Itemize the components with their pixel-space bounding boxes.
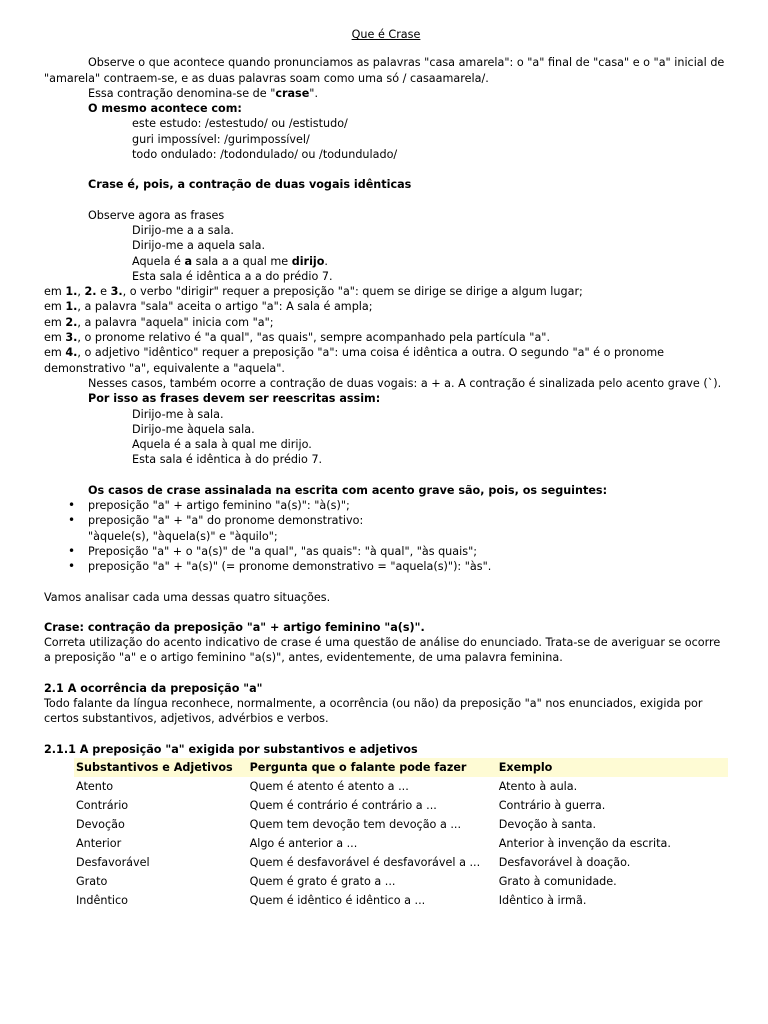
text-span: , a palavra "aquela" inicia com "a";	[77, 315, 274, 329]
table-cell: Quem tem devoção tem devoção a ...	[249, 817, 462, 831]
case-item	[88, 513, 728, 544]
number-ref: 3.	[110, 285, 123, 299]
analysis-line-5	[44, 345, 728, 376]
crase-definition-heading: Crase é, pois, a contração de duas vogais idênticas	[88, 178, 412, 192]
document-page	[44, 27, 728, 910]
page-title: Que é Crase	[351, 28, 421, 41]
number-ref: 4.	[65, 346, 78, 360]
table-cell: Quem é idêntico é idêntico a ...	[249, 893, 426, 907]
table-cell: Anterior	[76, 836, 122, 850]
text-span: em	[44, 285, 66, 299]
spacer	[44, 575, 728, 590]
table-cell: Desfavorável	[76, 855, 150, 869]
case-text: preposição "a" + artigo feminino "a(s)": "à(s)";	[88, 499, 350, 513]
table-cell: Grato	[76, 874, 108, 888]
case-text: preposição "a" + "a" do pronome demonstrativo:	[88, 514, 364, 528]
table-cell: Atento	[76, 779, 114, 793]
same-happens-heading: O mesmo acontece com:	[88, 102, 242, 116]
text-span: em	[44, 346, 66, 360]
text-span: em	[44, 331, 66, 345]
table-row	[74, 815, 728, 834]
case-item	[88, 559, 728, 574]
spacer	[44, 727, 728, 742]
number-ref: 3.	[65, 331, 78, 345]
table-cell: Anterior à invenção da escrita.	[498, 836, 671, 850]
sentence-3	[44, 254, 728, 269]
case-text: preposição "a" + "a(s)" (= pronome demonstrativo = "aquela(s)"): "às".	[88, 560, 492, 574]
spacer	[44, 193, 728, 208]
spacer	[44, 162, 728, 177]
cases-heading: Os casos de crase assinalada na escrita com acento grave são, pois, os seguintes:	[88, 483, 608, 497]
section-heading: Crase: contração da preposição "a" + artigo feminino "a(s)".	[44, 620, 425, 634]
text-span: e	[96, 285, 111, 299]
number-ref: 1.	[65, 300, 78, 314]
bold-article: a	[184, 254, 193, 268]
section-heading: 2.1 A ocorrência da preposição "a"	[44, 681, 263, 695]
sentence-1: Dirijo-me a a sala.	[132, 223, 234, 237]
table-cell: Devoção	[76, 817, 125, 831]
text-span: , o pronome relativo é "a qual", "as quais", sempre acompanhado pela partícula "a".	[77, 331, 551, 345]
table-row	[74, 872, 728, 891]
number-ref: 2.	[84, 285, 97, 299]
table-cell: Quem é desfavorável é desfavorável a ...	[249, 855, 481, 869]
table-header-row	[74, 758, 728, 777]
intro-paragraph: Observe o que acontece quando pronunciamos as palavras "casa amarela": o "a" final de "casa" e o "a" inicial de "amarela" contraem-se, e as duas palavras soam como uma só / casaamarela/.	[44, 56, 725, 85]
table-cell: Contrário	[76, 798, 129, 812]
table-row	[74, 891, 728, 910]
table-cell: Quem é contrário é contrário a ...	[249, 798, 437, 812]
spacer	[44, 666, 728, 681]
case-text-continuation: "àquele(s), "àquela(s)" e "àquilo";	[88, 529, 278, 543]
section-paragraph: Correta utilização do acento indicativo de crase é uma questão de análise do enunciado. Trata-se de averiguar se ocorre a preposição "a" e o artigo feminino "a(s)", antes, evidentemente, de uma palavra feminina.	[44, 636, 721, 665]
text-span: em	[44, 300, 66, 314]
observe-line: Observe agora as frases	[88, 208, 225, 222]
table-row	[74, 796, 728, 815]
table-cell: Atento à aula.	[498, 779, 578, 793]
analysis-line-1	[44, 284, 728, 299]
column-header: Exemplo	[497, 758, 728, 777]
text-span: Aquela é	[132, 254, 185, 268]
text-span: , o adjetivo "idêntico" requer a preposição "a": uma coisa é idêntica a outra. O segundo "a" é o pronome demonstrativo "a", equivalente a "aquela".	[44, 346, 665, 375]
text-span: ,	[77, 285, 85, 299]
table-cell: Algo é anterior a ...	[249, 836, 358, 850]
table-cell: Contrário à guerra.	[498, 798, 606, 812]
rewritten-sentence: Aquela é a sala à qual me dirijo.	[132, 438, 312, 452]
text-span: Essa contração denomina-se de "	[88, 86, 276, 100]
analysis-line-3	[44, 315, 728, 330]
text-span: sala a a qual me	[192, 254, 292, 268]
section-paragraph: Todo falante da língua reconhece, normalmente, a ocorrência (ou não) da preposição "a" nos enunciados, exigida por certos substantivos, adjetivos, advérbios e verbos.	[44, 696, 703, 726]
example-line: guri impossível: /gurimpossível/	[132, 132, 310, 146]
table-cell: Desfavorável à doação.	[498, 855, 631, 869]
number-ref: 2.	[65, 315, 78, 329]
text-span: , o verbo "dirigir" requer a preposição "a": quem se dirige se dirige a algum lugar;	[122, 285, 583, 299]
column-header: Pergunta que o falante pode fazer	[248, 758, 497, 777]
preposition-table	[74, 758, 728, 910]
spacer	[44, 605, 728, 620]
cases-list	[44, 498, 728, 574]
bold-verb: dirijo	[291, 254, 325, 268]
text-span: ".	[309, 86, 318, 100]
spacer	[44, 468, 728, 483]
example-line: este estudo: /estestudo/ ou /estistudo/	[132, 117, 348, 131]
rewritten-sentence: Dirijo-me à sala.	[132, 407, 224, 421]
crase-term: crase	[275, 86, 310, 100]
text-span: .	[324, 254, 328, 268]
case-text: Preposição "a" + o "a(s)" de "a qual", "as quais": "à qual", "às quais";	[88, 544, 477, 558]
rewrite-heading: Por isso as frases devem ser reescritas assim:	[88, 392, 381, 406]
case-item	[88, 544, 728, 559]
number-ref: 1.	[65, 285, 78, 299]
table-cell: Quem é atento é atento a ...	[249, 779, 409, 793]
table-row	[74, 834, 728, 853]
rewritten-sentence: Dirijo-me àquela sala.	[132, 422, 255, 436]
analyze-line: Vamos analisar cada uma dessas quatro situações.	[44, 590, 331, 604]
contraction-note: Nesses casos, também ocorre a contração de duas vogais: a + a. A contração é sinalizada pelo acento grave (`).	[88, 376, 722, 390]
table-cell: Grato à comunidade.	[498, 874, 617, 888]
table-cell: Quem é grato é grato a ...	[249, 874, 396, 888]
text-span: em	[44, 315, 66, 329]
sentence-4: Esta sala é idêntica a a do prédio 7.	[132, 269, 333, 283]
sentence-2: Dirijo-me a aquela sala.	[132, 239, 266, 253]
table-row	[74, 853, 728, 872]
table-cell: Idêntico à irmã.	[498, 893, 587, 907]
crase-definition-line	[44, 86, 728, 101]
column-header: Substantivos e Adjetivos	[74, 758, 248, 777]
table-row	[74, 777, 728, 796]
rewritten-sentence: Esta sala é idêntica à do prédio 7.	[132, 453, 323, 467]
table-cell: Indêntico	[76, 893, 128, 907]
example-line: todo ondulado: /todondulado/ ou /todundulado/	[132, 148, 398, 162]
case-item	[88, 498, 728, 513]
analysis-line-2	[44, 299, 728, 314]
table-cell: Devoção à santa.	[498, 817, 597, 831]
text-span: , a palavra "sala" aceita o artigo "a": A sala é ampla;	[77, 300, 373, 314]
section-heading: 2.1.1 A preposição "a" exigida por substantivos e adjetivos	[44, 742, 418, 756]
analysis-line-4	[44, 330, 728, 345]
